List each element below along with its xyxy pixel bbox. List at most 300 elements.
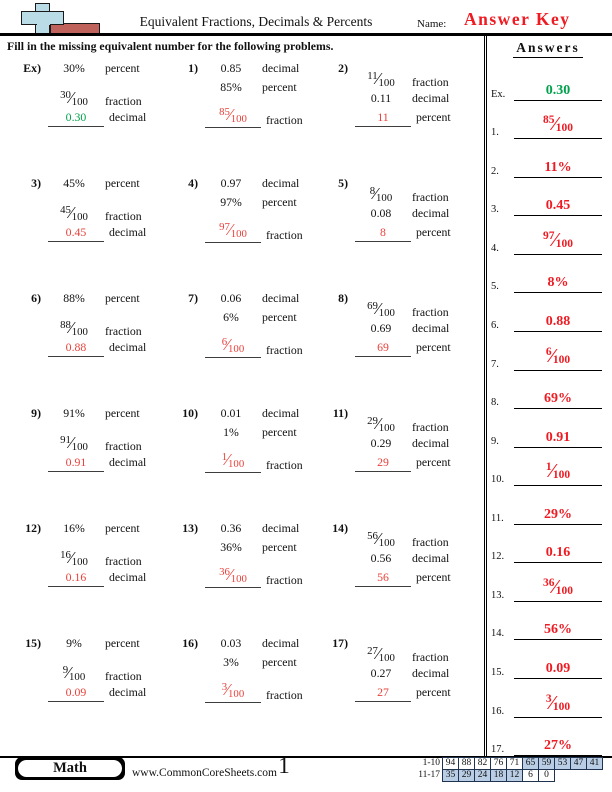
problem-number: 14) (332, 521, 348, 535)
fraction-slash: ⁄ (228, 565, 232, 584)
fraction-denominator: 100 (376, 192, 393, 204)
value-label: fraction (266, 458, 303, 472)
fraction-denominator: 100 (230, 228, 247, 240)
answer-blank (205, 336, 261, 358)
value-label: fraction (412, 535, 449, 549)
answer-value-line: 56% (514, 622, 602, 640)
fraction-slash: ⁄ (69, 548, 73, 567)
fraction-denominator: 100 (69, 671, 86, 683)
problem-body (355, 291, 451, 359)
fraction (60, 433, 88, 453)
answer-blank: 56 (355, 570, 411, 587)
given-line (355, 666, 451, 685)
fraction-slash: ⁄ (67, 663, 71, 682)
problem-number: 3) (31, 176, 41, 190)
answer-value-line (514, 114, 602, 139)
score-row-label: 1-10 (422, 758, 440, 768)
fraction-slash: ⁄ (69, 433, 73, 452)
given-value: 6% (223, 310, 239, 324)
problem (320, 636, 483, 751)
given-line (355, 436, 451, 455)
problem (13, 291, 170, 406)
value-label: decimal (412, 321, 450, 335)
worksheet-title: Equivalent Fractions, Decimals & Percents (139, 14, 373, 29)
given-value: 0.11 (370, 91, 392, 105)
answer-value-line: 0.09 (514, 661, 602, 679)
fraction (60, 318, 88, 338)
given-line (205, 291, 303, 310)
answer-blank (205, 451, 261, 473)
answer-blank: 0.09 (48, 685, 104, 702)
given-value: 16% (63, 521, 85, 535)
problem-number: 10) (182, 406, 198, 420)
given-line (48, 521, 146, 540)
fraction-numerator: 30 (60, 89, 71, 101)
value-label: percent (262, 195, 297, 209)
answer-number: 3. (491, 204, 499, 216)
value-label: fraction (105, 324, 142, 338)
given-value: 0.97 (220, 176, 242, 190)
answer-blank: 0.16 (48, 570, 104, 587)
problem-body (48, 406, 146, 474)
given-value (355, 415, 407, 435)
fraction-denominator: 100 (555, 237, 574, 250)
fraction-numerator: 36 (542, 576, 555, 589)
given-line (205, 310, 303, 329)
value-label: fraction (266, 228, 303, 242)
answer-line (205, 329, 303, 359)
answer-blank: 27 (355, 685, 411, 702)
fraction-slash: ⁄ (226, 450, 230, 469)
problem-number: 12) (25, 521, 41, 535)
value-label: percent (105, 406, 140, 420)
given-value: 0.85 (220, 61, 242, 75)
problem-number: 5) (338, 176, 348, 190)
fraction-numerator: 6 (221, 336, 228, 348)
value-label: percent (262, 80, 297, 94)
fraction-denominator: 100 (228, 688, 245, 700)
fraction (545, 691, 571, 714)
given-value: 45% (63, 176, 85, 190)
page-number: 1 (278, 753, 290, 778)
problem-body (205, 176, 303, 244)
fraction-numerator: 3 (221, 681, 228, 693)
problem-number: 11) (332, 406, 348, 420)
answer-number: 16. (491, 705, 505, 717)
given-line (205, 61, 303, 80)
given-line (48, 540, 146, 570)
fraction (542, 113, 574, 136)
answer-blank: 8 (355, 225, 411, 242)
answer-blank: 69 (355, 340, 411, 357)
fraction-slash: ⁄ (226, 335, 230, 354)
score-cell: 94 (442, 757, 459, 770)
answer-line (355, 225, 451, 244)
answer-number: 6. (491, 319, 499, 331)
fraction-numerator: 1 (545, 461, 552, 474)
fraction-slash: ⁄ (376, 644, 380, 663)
value-label: fraction (266, 688, 303, 702)
given-value (48, 89, 100, 109)
fraction-numerator: 16 (60, 549, 71, 561)
given-line (205, 176, 303, 195)
answer-line (355, 685, 451, 704)
answer-value-line: 0.88 (514, 314, 602, 332)
given-line (205, 425, 303, 444)
score-cell: 41 (586, 757, 603, 770)
fraction-numerator: 97 (542, 229, 555, 242)
value-label: fraction (266, 113, 303, 127)
given-line (205, 80, 303, 99)
answer-number: 11. (491, 512, 504, 524)
given-line (48, 61, 146, 80)
problem-number: 8) (338, 291, 348, 305)
problem-body (205, 636, 303, 704)
fraction-denominator: 100 (71, 326, 88, 338)
fraction-slash: ⁄ (69, 203, 73, 222)
name-label: Name: (417, 18, 447, 30)
value-label: decimal (262, 176, 300, 190)
value-label: decimal (412, 206, 450, 220)
problem-number: 1) (188, 61, 198, 75)
given-value: 0.06 (220, 291, 242, 305)
fraction (369, 184, 393, 204)
given-value: 0.36 (220, 521, 242, 535)
problem-number: 9) (31, 406, 41, 420)
problems-grid (13, 61, 483, 751)
fraction (367, 299, 395, 319)
fraction-numerator: 45 (60, 204, 71, 216)
fraction-slash: ⁄ (374, 184, 378, 203)
fraction-denominator: 100 (378, 77, 395, 89)
answer-row (491, 101, 605, 140)
score-cell: 6 (522, 769, 539, 782)
answer-value-line: 8% (514, 275, 602, 293)
fraction-slash: ⁄ (376, 529, 380, 548)
score-cell: 76 (490, 757, 507, 770)
answer-row (491, 718, 605, 757)
answer-blank: 11 (355, 110, 411, 127)
answer-row (491, 371, 605, 410)
fraction (219, 220, 247, 240)
score-cell: 65 (522, 757, 539, 770)
score-cell: 82 (474, 757, 491, 770)
fraction-denominator: 100 (378, 307, 395, 319)
fraction-slash: ⁄ (376, 69, 380, 88)
answer-row (491, 178, 605, 217)
answer-line (355, 340, 451, 359)
value-label: decimal (262, 406, 300, 420)
answer-number: 12. (491, 551, 505, 563)
fraction-slash: ⁄ (553, 228, 557, 251)
fraction-numerator: 88 (60, 319, 71, 331)
fraction (221, 450, 245, 470)
value-label: fraction (412, 650, 449, 664)
problem (13, 636, 170, 751)
fraction-slash: ⁄ (69, 318, 73, 337)
given-value (48, 204, 100, 224)
given-line (355, 206, 451, 225)
problem-body (48, 291, 146, 359)
problem-number: 13) (182, 521, 198, 535)
given-line (205, 636, 303, 655)
fraction-denominator: 100 (378, 652, 395, 664)
answer-number: 7. (491, 358, 499, 370)
given-value (355, 645, 407, 665)
fraction (62, 663, 86, 683)
fraction-numerator: 36 (219, 566, 230, 578)
given-line (355, 176, 451, 206)
value-label: decimal (109, 110, 147, 124)
value-label: percent (105, 521, 140, 535)
given-value: 0.27 (370, 666, 392, 680)
answers-divider-line (484, 36, 487, 756)
problem (13, 61, 170, 176)
fraction (221, 335, 245, 355)
answer-number: 5. (491, 281, 499, 293)
score-cell: 88 (458, 757, 475, 770)
fraction (219, 565, 247, 585)
problem (320, 291, 483, 406)
answer-number: 17. (491, 744, 505, 756)
answer-line (205, 674, 303, 704)
fraction-slash: ⁄ (69, 88, 73, 107)
answer-row (491, 448, 605, 487)
problem (170, 406, 320, 521)
given-value (355, 530, 407, 550)
problem-body (205, 521, 303, 589)
fraction-numerator: 85 (542, 114, 555, 127)
fraction-denominator: 100 (552, 700, 571, 713)
value-label: percent (105, 291, 140, 305)
answer-blank (205, 566, 261, 588)
problem-body (355, 521, 451, 589)
value-label: fraction (412, 190, 449, 204)
value-label: percent (416, 570, 451, 584)
value-label: fraction (412, 75, 449, 89)
answer-value-line: 29% (514, 507, 602, 525)
fraction-denominator: 100 (71, 211, 88, 223)
fraction-denominator: 100 (71, 441, 88, 453)
value-label: decimal (412, 91, 450, 105)
answer-blank (205, 681, 261, 703)
instruction-text: Fill in the missing equivalent number for the following problems. (7, 39, 334, 53)
given-value (48, 434, 100, 454)
fraction-numerator: 69 (367, 300, 378, 312)
answer-blank: 0.91 (48, 455, 104, 472)
fraction (219, 105, 247, 125)
value-label: decimal (412, 436, 450, 450)
fraction-slash: ⁄ (553, 575, 557, 598)
fraction-denominator: 100 (552, 353, 571, 366)
problem-number: Ex) (23, 61, 41, 75)
fraction (221, 680, 245, 700)
fraction (367, 69, 395, 89)
problem-number: 16) (182, 636, 198, 650)
value-label: fraction (105, 209, 142, 223)
problem (170, 521, 320, 636)
given-value (48, 549, 100, 569)
score-cell: 53 (554, 757, 571, 770)
fraction (367, 414, 395, 434)
score-cell: 59 (538, 757, 555, 770)
score-cell: 0 (538, 769, 555, 782)
problem-body (48, 176, 146, 244)
answer-number: 14. (491, 628, 505, 640)
value-label: decimal (109, 340, 147, 354)
value-label: percent (416, 455, 451, 469)
value-label: fraction (266, 573, 303, 587)
problem (13, 176, 170, 291)
fraction-denominator: 100 (230, 113, 247, 125)
given-line (205, 655, 303, 674)
value-label: percent (262, 425, 297, 439)
value-label: percent (262, 310, 297, 324)
problem-body (355, 406, 451, 474)
answer-line (48, 570, 146, 589)
value-label: decimal (262, 636, 300, 650)
fraction-slash: ⁄ (550, 691, 554, 714)
value-label: percent (416, 340, 451, 354)
answer-row (491, 486, 605, 525)
score-table (410, 757, 603, 782)
answer-value-line: 0.91 (514, 430, 602, 448)
given-value: 9% (66, 636, 82, 650)
value-label: fraction (105, 554, 142, 568)
score-cell: 35 (442, 769, 459, 782)
given-line (48, 425, 146, 455)
fraction-slash: ⁄ (228, 105, 232, 124)
fraction-slash: ⁄ (550, 344, 554, 367)
answer-value-line: 0.16 (514, 545, 602, 563)
fraction-slash: ⁄ (228, 220, 232, 239)
fraction-slash: ⁄ (376, 299, 380, 318)
fraction-denominator: 100 (378, 537, 395, 549)
fraction-numerator: 11 (367, 70, 378, 82)
score-cell: 18 (490, 769, 507, 782)
name-value-answer-key: Answer Key (464, 9, 571, 29)
score-cell: 71 (506, 757, 523, 770)
answer-row (491, 139, 605, 178)
given-line (48, 176, 146, 195)
answer-line (205, 444, 303, 474)
problem-number: 4) (188, 176, 198, 190)
given-value: 85% (220, 80, 242, 94)
given-value (355, 70, 407, 90)
problem (320, 521, 483, 636)
answer-row (491, 602, 605, 641)
value-label: percent (416, 685, 451, 699)
value-label: fraction (105, 669, 142, 683)
value-label: percent (416, 110, 451, 124)
given-value (355, 185, 407, 205)
answer-number: 8. (491, 397, 499, 409)
problem-body (205, 291, 303, 359)
score-cell: 29 (458, 769, 475, 782)
value-label: decimal (109, 455, 147, 469)
value-label: decimal (262, 61, 300, 75)
fraction-numerator: 27 (367, 645, 378, 657)
given-line (355, 91, 451, 110)
given-line (355, 551, 451, 570)
given-value: 0.03 (220, 636, 242, 650)
answer-row (491, 62, 605, 101)
fraction (60, 548, 88, 568)
problem-body (205, 406, 303, 474)
answer-line (355, 570, 451, 589)
problem (170, 636, 320, 751)
problem-number: 15) (25, 636, 41, 650)
given-value: 0.08 (370, 206, 392, 220)
answer-value-line: 27% (514, 738, 602, 756)
answer-line (48, 455, 146, 474)
answers-title: Answers (491, 39, 605, 58)
given-line (205, 406, 303, 425)
problem (170, 291, 320, 406)
answer-value-line (514, 577, 602, 602)
answer-value-line: 0.45 (514, 198, 602, 216)
fraction-slash: ⁄ (553, 113, 557, 136)
fraction-denominator: 100 (228, 458, 245, 470)
given-value: 0.29 (370, 436, 392, 450)
fraction-numerator: 56 (367, 530, 378, 542)
logo-cross-patch (37, 13, 50, 25)
answer-number: 2. (491, 165, 499, 177)
problem (320, 406, 483, 521)
fraction-denominator: 100 (378, 422, 395, 434)
fraction-slash: ⁄ (226, 680, 230, 699)
website-url: www.CommonCoreSheets.com (132, 767, 277, 779)
answers-panel (491, 62, 605, 756)
given-value: 0.01 (220, 406, 242, 420)
value-label: decimal (412, 551, 450, 565)
problem-body (48, 61, 146, 129)
given-line (48, 406, 146, 425)
score-cell: 24 (474, 769, 491, 782)
value-label: decimal (109, 225, 147, 239)
problem (13, 406, 170, 521)
fraction-denominator: 100 (71, 96, 88, 108)
value-label: percent (105, 636, 140, 650)
fraction-denominator: 100 (71, 556, 88, 568)
problem-number: 2) (338, 61, 348, 75)
math-subject-badge (15, 757, 125, 780)
value-label: percent (262, 655, 297, 669)
given-value: 36% (220, 540, 242, 554)
score-cell: 47 (570, 757, 587, 770)
given-line (205, 521, 303, 540)
answer-value-line (514, 693, 602, 718)
answer-row (491, 216, 605, 255)
fraction (545, 460, 571, 483)
answer-line (355, 455, 451, 474)
fraction-numerator: 3 (545, 692, 552, 705)
value-label: decimal (412, 666, 450, 680)
given-line (48, 195, 146, 225)
answer-value-line: 11% (514, 160, 602, 178)
fraction-numerator: 85 (219, 106, 230, 118)
answer-row (491, 563, 605, 602)
answer-number: 4. (491, 242, 499, 254)
answer-line (205, 99, 303, 129)
fraction (367, 529, 395, 549)
answer-row (491, 293, 605, 332)
answer-blank (205, 106, 261, 128)
fraction-denominator: 100 (555, 584, 574, 597)
problem-number: 7) (188, 291, 198, 305)
given-value: 97% (220, 195, 242, 209)
answer-row (491, 640, 605, 679)
